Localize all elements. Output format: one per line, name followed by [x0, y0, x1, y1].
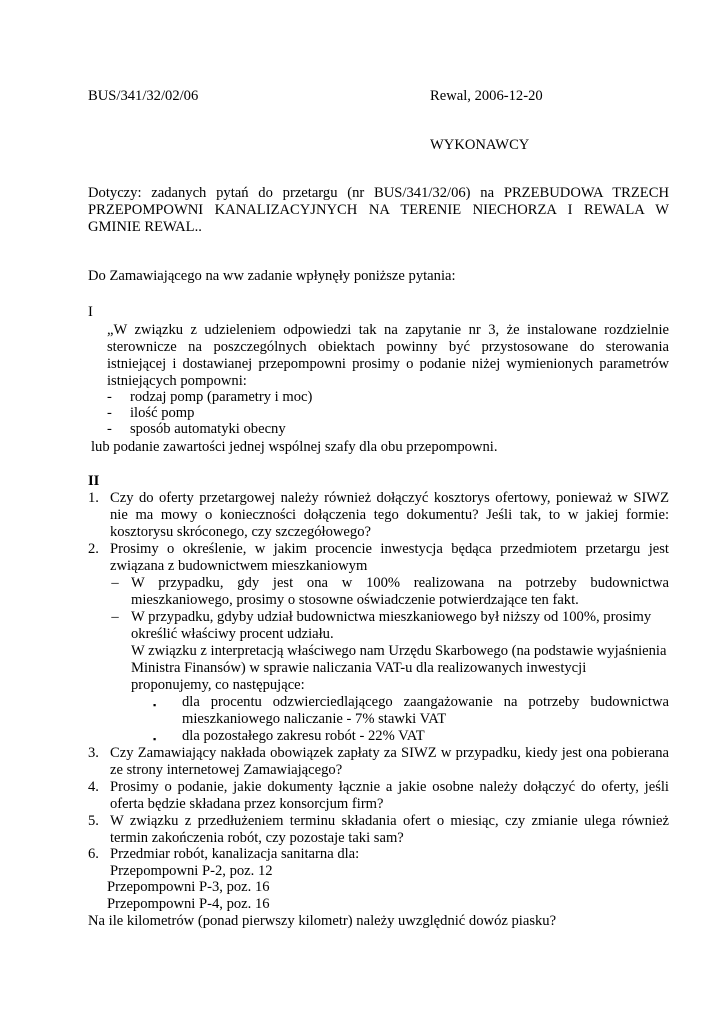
dash-bullet: –: [111, 575, 119, 591]
place-and-date: Rewal, 2006-12-20: [430, 88, 543, 104]
question-line: Przedmiar robót, kanalizacja sanitarna dla:: [110, 846, 360, 862]
question-line: Przepompowni P-4, poz. 16: [107, 896, 270, 912]
recipient: WYKONAWCY: [430, 137, 530, 153]
sub-item-line: Ministra Finansów) w sprawie naliczania VAT-u dla realizowanych inwestycji: [131, 660, 587, 676]
section-marker: [88, 473, 99, 490]
subject-line: PRZEPOMPOWNI KANALIZACYJNYCH NA TERENIE NIECHORZA I REWALA W: [88, 202, 669, 218]
document-reference: BUS/341/32/02/06: [88, 88, 199, 104]
subject-line: Dotyczy: zadanych pytań do przetargu (nr BUS/341/32/06) na PRZEBUDOWA TRZECH: [88, 185, 669, 201]
sub-item-line: mieszkaniowego, prosimy o stosowne oświadczenie potwierdzające ten fakt.: [131, 592, 579, 608]
sub-item-line: określić właściwy procent udziału.: [131, 626, 334, 642]
section-marker: I: [88, 304, 93, 320]
question-number: 1.: [88, 490, 99, 506]
vat-line: dla procentu odzwierciedlającego zaangażowanie na potrzeby budownictwa: [182, 694, 669, 710]
dash-bullet: -: [107, 389, 112, 405]
list-item: sposób automatyki obecny: [130, 421, 286, 437]
sub-item-line: W przypadku, gdy jest ona w 100% realizowana na potrzeby budownictwa: [131, 575, 669, 591]
vat-line: mieszkaniowego naliczanie - 7% stawki VAT: [182, 711, 447, 727]
vat-line: dla pozostałego zakresu robót - 22% VAT: [182, 728, 425, 744]
closing-line: lub podanie zawartości jednej wspólnej szafy dla obu przepompowni.: [91, 439, 498, 455]
dash-bullet: -: [107, 405, 112, 421]
question-line: Prosimy o określenie, w jakim procencie inwestycja będąca przedmiotem przetargu jest: [110, 541, 669, 557]
list-item: ilość pomp: [130, 405, 195, 421]
question-number: 5.: [88, 813, 99, 829]
question-line: Czy do oferty przetargowej należy również dołączyć kosztorys ofertowy, ponieważ w SIWZ: [110, 490, 669, 506]
question-line: Czy Zamawiający nakłada obowiązek zapłaty za SIWZ w przypadku, kiedy jest ona pobierana: [110, 745, 669, 761]
sub-item-line: W związku z interpretacją właściwego nam Urzędu Skarbowego (na podstawie wyjaśnienia: [131, 643, 667, 659]
question-number: 4.: [88, 779, 99, 795]
question-number: 6.: [88, 846, 99, 862]
question-line: Przepompowni P-3, poz. 16: [107, 879, 270, 895]
question-number: 3.: [88, 745, 99, 761]
dash-bullet: –: [111, 609, 119, 625]
question-line: Przepompowni P-2, poz. 12: [110, 863, 273, 879]
question-number: 2.: [88, 541, 99, 557]
list-item: rodzaj pomp (parametry i moc): [130, 389, 313, 405]
intro-text: Do Zamawiającego na ww zadanie wpłynęły poniższe pytania:: [88, 268, 456, 284]
question-line: Prosimy o podanie, jakie dokumenty łącznie a jakie osobne należy dołączyć do oferty, jeśli: [110, 779, 669, 795]
question-line: oferta będzie składana przez konsorcjum firm?: [110, 796, 384, 812]
square-bullet: ▪: [153, 700, 157, 710]
question-line: istniejących pompowni:: [107, 373, 247, 389]
question-line: ze strony internetowej Zamawiającego?: [110, 762, 343, 778]
question-line: istniejącej i dostawianej przepompowni prosimy o podanie niżej wymienionych parametrów: [107, 356, 669, 372]
question-line: nie ma mowy o konieczności dołączenia tego dokumentu? Jeśli tak, to w jakiej formie:: [110, 507, 669, 523]
final-question: Na ile kilometrów (ponad pierwszy kilometr) należy uwzględnić dowóz piasku?: [88, 913, 557, 929]
question-line: „W związku z udzieleniem odpowiedzi tak na zapytanie nr 3, że instalowane rozdzielnie: [107, 322, 669, 338]
question-line: W związku z przedłużeniem terminu składania ofert o miesiąc, czy zmianie ulega również: [110, 813, 669, 829]
section-marker-text: II: [88, 473, 100, 489]
question-line: termin zakończenia robót, czy pozostaje taki sam?: [110, 830, 404, 846]
sub-item-line: W przypadku, gdyby udział budownictwa mieszkaniowego był niższy od 100%, prosimy: [131, 609, 652, 625]
question-line: kosztorysu skróconego, czy szczegółowego?: [110, 524, 371, 540]
subject-line: GMINIE REWAL..: [88, 219, 202, 235]
question-line: związana z budownictwem mieszkaniowym: [110, 558, 368, 574]
sub-item-line: proponujemy, co następujące:: [131, 677, 305, 693]
square-bullet: ▪: [153, 734, 157, 744]
dash-bullet: -: [107, 421, 112, 437]
question-line: sterownicze na poszczególnych obiektach powinny być przystosowane do sterowania: [107, 339, 669, 355]
